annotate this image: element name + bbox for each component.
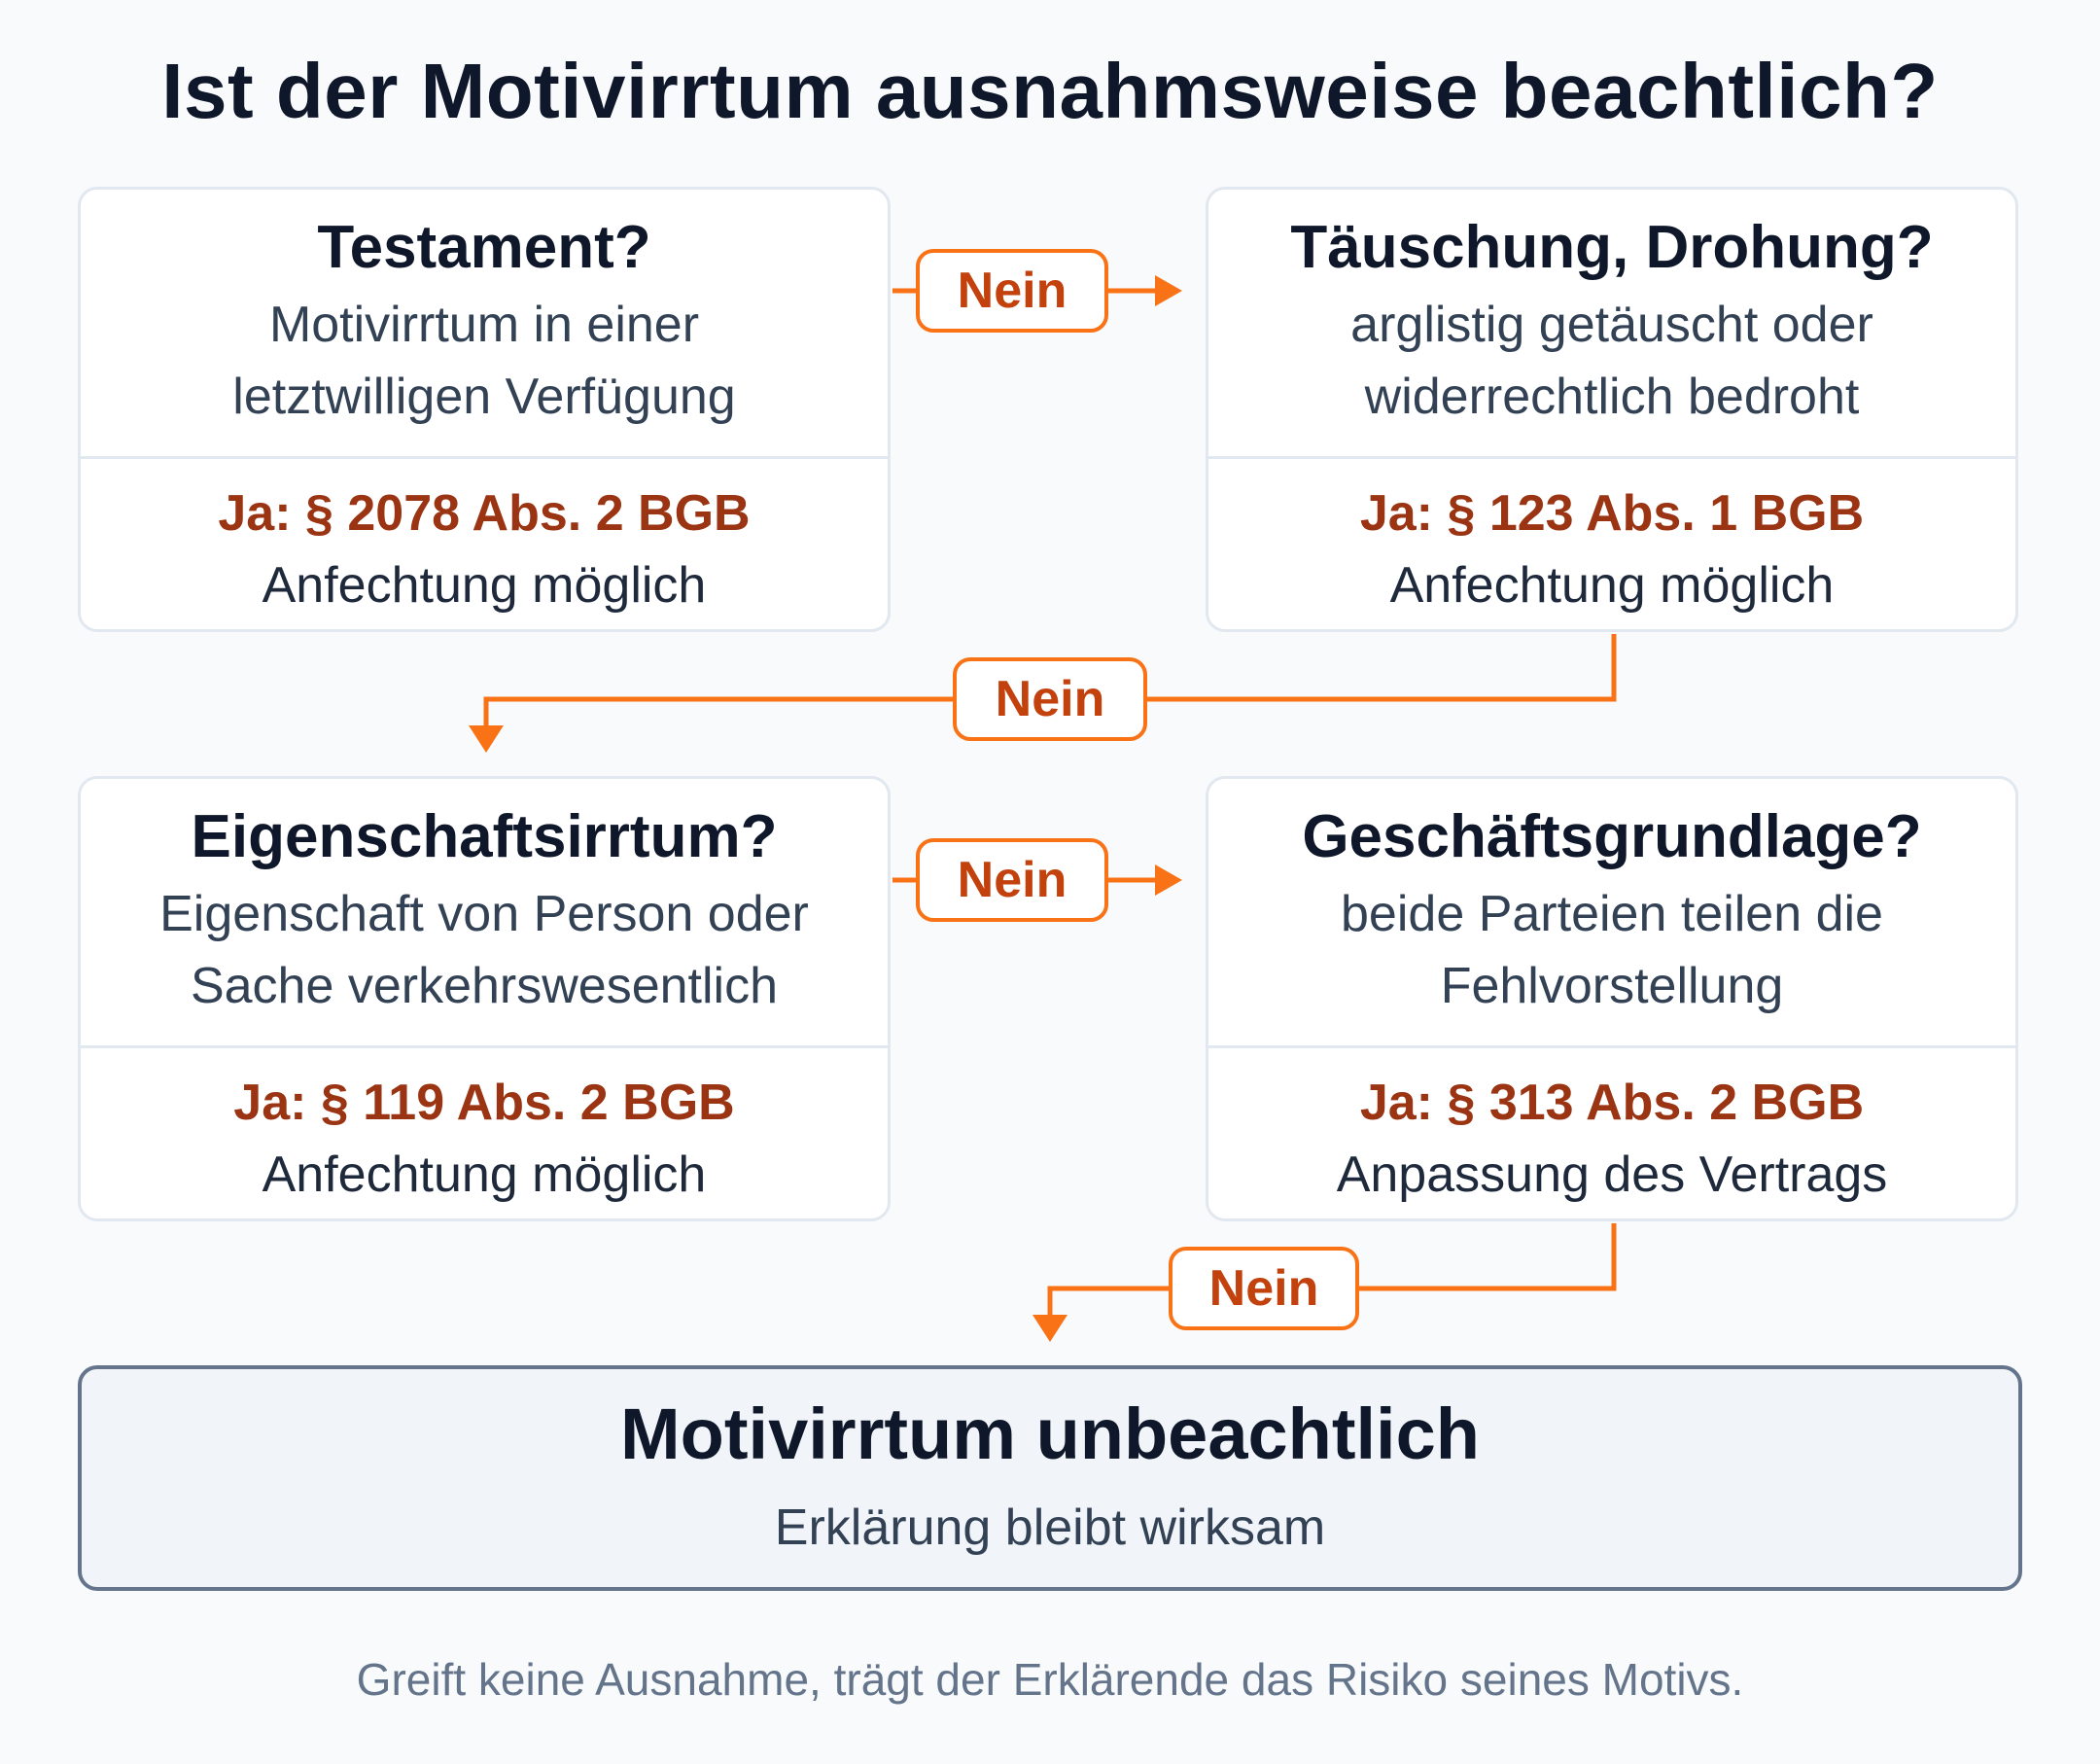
card-description-line: beide Parteien teilen die	[1341, 886, 1883, 942]
card-question-section	[1208, 190, 2015, 459]
card-description-line: widerrechtlich bedroht	[1364, 369, 1860, 425]
card-result: Anfechtung möglich	[1389, 557, 1835, 614]
card-description-line: Sache verkehrswesentlich	[190, 958, 779, 1014]
connector-line	[486, 699, 953, 729]
card-answer-section	[81, 1045, 888, 1218]
card-heading: Geschäftsgrundlage?	[1302, 803, 1922, 870]
card-result: Anpassung des Vertrags	[1336, 1147, 1888, 1203]
card-answer-section	[81, 456, 888, 629]
connector-label-nein: Nein	[916, 838, 1108, 922]
connector-label-nein: Nein	[953, 657, 1147, 741]
card-description-line: arglistig getäuscht oder	[1350, 297, 1873, 353]
card-law-reference: Ja: § 119 Abs. 2 BGB	[233, 1075, 735, 1131]
card-result: Anfechtung möglich	[262, 557, 707, 614]
card-description-line: letztwilligen Verfügung	[232, 369, 736, 425]
footnote: Greift keine Ausnahme, trägt der Erklärende das Risiko seines Motivs.	[356, 1654, 1744, 1705]
card-question-section	[81, 779, 888, 1048]
card-law-reference: Ja: § 123 Abs. 1 BGB	[1359, 485, 1865, 542]
card-law-reference: Ja: § 2078 Abs. 2 BGB	[218, 485, 751, 542]
decision-card-geschaeftsgrundlage	[1206, 776, 2018, 1221]
card-heading: Eigenschaftsirrtum?	[191, 803, 778, 870]
card-heading: Täuschung, Drohung?	[1290, 214, 1934, 281]
connector-line	[1050, 1288, 1169, 1319]
card-heading: Testament?	[317, 214, 651, 281]
arrow-down-icon	[1032, 1315, 1068, 1342]
card-question-section	[1208, 779, 2015, 1048]
arrow-down-icon	[469, 725, 504, 753]
page-title: Ist der Motivirrtum ausnahmsweise beachtlich?	[161, 48, 1939, 134]
connector-label-nein: Nein	[1169, 1247, 1359, 1330]
decision-card-eigenschaftsirrtum	[78, 776, 891, 1221]
arrow-right-icon	[1155, 864, 1182, 896]
decision-card-taeuschung	[1206, 187, 2018, 632]
card-answer-section	[1208, 1045, 2015, 1218]
card-description-line: Motivirrtum in einer	[268, 297, 700, 353]
decision-card-testament	[78, 187, 891, 632]
connector-line	[1359, 1223, 1614, 1288]
final-subtext: Erklärung bleibt wirksam	[774, 1499, 1326, 1556]
card-result: Anfechtung möglich	[262, 1147, 707, 1203]
arrow-right-icon	[1155, 275, 1182, 306]
connector-line	[1147, 634, 1614, 699]
final-heading: Motivirrtum unbeachtlich	[620, 1394, 1480, 1474]
card-description-line: Fehlvorstellung	[1440, 958, 1784, 1014]
final-result-box	[78, 1365, 2022, 1591]
card-question-section	[81, 190, 888, 459]
card-description-line: Eigenschaft von Person oder	[159, 886, 809, 942]
card-law-reference: Ja: § 313 Abs. 2 BGB	[1359, 1075, 1865, 1131]
card-answer-section	[1208, 456, 2015, 629]
connector-label-nein: Nein	[916, 249, 1108, 333]
